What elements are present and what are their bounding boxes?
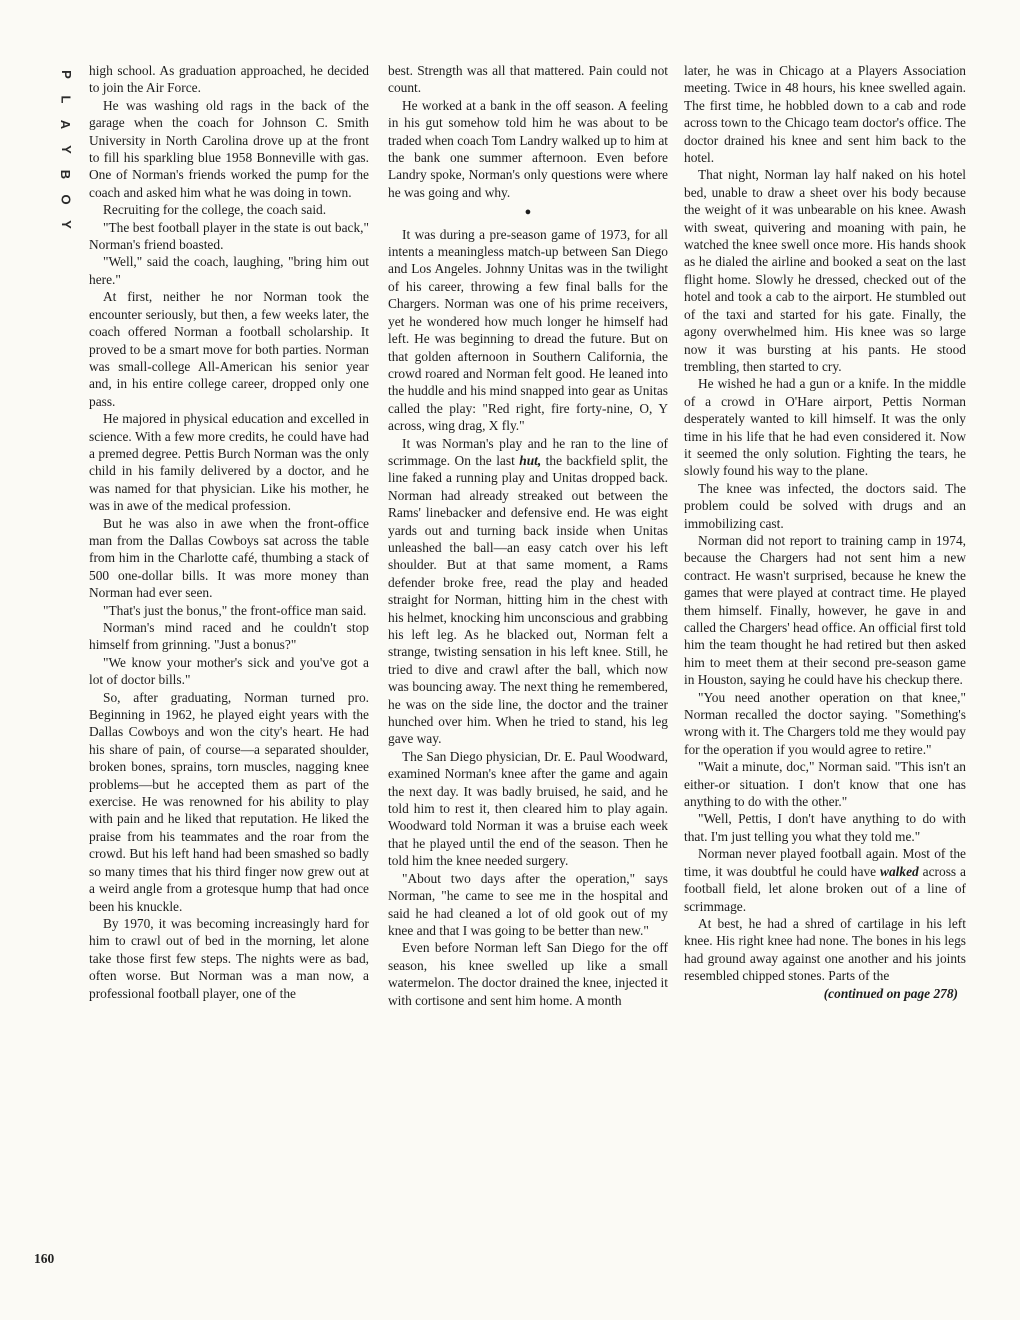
paragraph: That night, Norman lay half naked on his hotel bed, unable to draw a sheet over his body because the weight of it was unbearable on his knee. Awash with sweat, quivering and moaning with pain, he watched the knee swell once more. His hands shook as he dialed the airline and booked a seat on the last flight home. Slowly he dressed, checked out of the hotel and took a cab to the airport. He stumbled out of the taxi and started for his gate. Finally, the agony overwhelmed him. His knee was so large now it was bursting at his pants. He stood trembling, then started to cry. <box>684 167 966 374</box>
paragraph: "Well," said the coach, laughing, "bring him out here." <box>89 254 369 287</box>
paragraph: But he was also in awe when the front-office man from the Dallas Cowboys sat across the table from him in the Charlotte café, thumbing a stack of 500 one-dollar bills. It was more money than Norman had ever seen. <box>89 515 369 601</box>
column-2 <box>388 62 668 1009</box>
paragraph: Recruiting for the college, the coach said. <box>103 202 327 218</box>
paragraph: "Well, Pettis, I don't have anything to do with that. I'm just telling you what they told me." <box>684 811 966 844</box>
paragraph: At best, he had a shred of cartilage in his left knee. His right knee had none. The bones in his legs had ground away against one another and his joints resembled chipped stones. Parts of the <box>684 915 966 984</box>
paragraph-text: It was Norman's play and he ran to the line of scrimmage. On the last <box>388 435 668 468</box>
paragraph <box>388 435 668 748</box>
paragraph: "We know your mother's sick and you've got a lot of doctor bills." <box>89 654 369 688</box>
continued-note: (continued on page 278) <box>823 985 958 1001</box>
paragraph: "The best football player in the state is out back," Norman's friend boasted. <box>89 219 369 253</box>
logo-letter: L <box>58 95 74 104</box>
paragraph: He majored in physical education and excelled in science. With a few more credits, he could have had a premed degree. Pettis Burch Norman was the only child in his family delivered by a doctor, and he was named for that physician. Like his mother, he was in awe of the medical profession. <box>89 411 369 514</box>
paragraph: He worked at a bank in the off season. A feeling in his gut somehow told him he was about to be traded when coach Tom Landry walked up to him at the bank one summer afternoon. Even before Landry spoke, Norman's only questions were where he was going and why. <box>388 97 668 200</box>
paragraph: At first, neither he nor Norman took the encounter seriously, but then, a few weeks later, the coach offered Norman a football scholarship. It proved to be a smart move for both parties. Norman was small-college All-American his senior year and, in his entire college career, dropped only one pass. <box>89 289 369 409</box>
paragraph: It was during a pre-season game of 1973, for all intents a meaningless match-up between San Diego and Los Angeles. Johnny Unitas was in the twilight of his career, throwing a few final balls for the Chargers. Norman was one of his prime receivers, yet he wondered how much longer he himself had left. He was beginning to dread the future. But on that golden afternoon in Southern California, the crowd roared and Norman felt good. He leaned into the huddle and his mind snapped into gear as Unitas called the play: "Red right, fire forty-nine, O, Y across, wing drag, X fly." <box>388 226 668 434</box>
emphasis-hut: hut, <box>519 452 542 468</box>
paragraph: Even before Norman left San Diego for the off season, his knee swelled up like a small watermelon. The doctor drained the knee, injected it with cortisone and sent him home. A month <box>388 940 668 1008</box>
paragraph: high school. As graduation approached, he decided to join the Air Force. <box>89 63 369 96</box>
logo-letter: A <box>58 119 74 130</box>
magazine-logo <box>56 62 76 237</box>
logo-letter: O <box>58 194 74 205</box>
paragraph: He wished he had a gun or a knife. In the middle of a crowd in O'Hare airport, Pettis Norman desperately wanted to kill himself. It was the only time in his life that he had even considered it. Now it seemed the only solution. Fighting the tears, he slowly found his way to the plane. <box>684 376 966 479</box>
paragraph-text: across a football field, let alone broken out of a line of scrimmage. <box>684 863 967 914</box>
logo-letter: Y <box>58 220 74 229</box>
column-1 <box>89 62 369 1002</box>
paragraph: Norman's mind raced and he couldn't stop himself from grinning. "Just a bonus?" <box>89 620 369 653</box>
logo-letter: Y <box>58 145 74 154</box>
section-divider: ● <box>524 206 532 219</box>
logo-letter: B <box>58 169 74 180</box>
paragraph-text: the backfield split, the line faked a running play and Unitas dropped back. Norman had already streaked out between the Rams' linebacker and defensive end. He was eight yards out and turning back inside when Unitas unleashed the ball—an easy catch over his left shoulder. But at that same moment, a Rams defender broke free, read the play and headed straight for Norman, hitting him in the chest with his helmet, knocking him unconscious and grabbing his left leg. As he blacked out, Norman felt a strange, twisting sensation in his left knee. Still, he tried to dive and crawl after the ball, which now was bouncing away. The next thing he remembered, he was on the side line, the doctor and the trainer hunched over him. When he tried to stand, his leg gave way. <box>388 452 668 747</box>
paragraph: "About two days after the operation," says Norman, "he came to see me in the hospital and said he had cleaned a lot of old gook out of my knee and that I was going to be better than new." <box>388 870 668 938</box>
paragraph: "That's just the bonus," the front-office man said. <box>103 602 367 618</box>
paragraph <box>684 845 966 915</box>
paragraph: later, he was in Chicago at a Players Association meeting. Twice in 48 hours, his knee swelled again. The first time, he hobbled down to a cab and rode across town to the Chicago team doctor's office. The doctor drained his knee and sent him back to the hotel. <box>684 63 966 166</box>
paragraph: Norman did not report to training camp in 1974, because the Chargers had not sent him a new contract. He wasn't surprised, because he knew the games that were played at contract time. He played them himself. Finally, however, he gave in and called the Chargers' head office. An official first told him the team thought he had retired but then asked him to meet them at their second pre-season game in Houston, saying he could have his checkup there. <box>684 532 966 688</box>
paragraph: So, after graduating, Norman turned pro. Beginning in 1962, he played eight years with the Dallas Cowboys and won the city's heart. He had his share of pain, of course—a separated shoulder, broken bones, sprains, torn muscles, nagging knee problems—but he accepted them as part of the exercise. He was renowned for his ability to play with pain and he liked that reputation. He liked the praise from his teammates and the roar from the crowd. But his left hand had been smashed so badly so many times that his third finger now grew out at a weird angle from a grotesque hump that had once been his knuckle. <box>89 689 369 914</box>
paragraph: "You need another operation on that knee," Norman recalled the doctor saying. "Something's wrong with it. The Chargers told me they would pay for the operation if you would agree to retire." <box>684 689 966 757</box>
paragraph: He was washing old rags in the back of the garage when the coach for Johnson C. Smith University in North Carolina drove up at the front to fill his sparkling blue 1958 Bonneville with gas. One of Norman's friends worked the pump for the coach and asked him what he was doing in town. <box>89 97 369 200</box>
paragraph: best. Strength was all that mattered. Pain could not count. <box>388 63 668 96</box>
paragraph: The knee was infected, the doctors said. The problem could be solved with drugs and an immobilizing cast. <box>684 480 966 531</box>
page-number: 160 <box>34 1251 55 1266</box>
logo-letter: P <box>58 70 74 79</box>
column-3 <box>684 62 966 1002</box>
paragraph-text: Norman never played football again. Most of the time, it was doubtful he could have <box>684 846 966 879</box>
paragraph: "Wait a minute, doc," Norman said. "This isn't an either-or situation. I don't know that one has anything to do with the other." <box>684 759 966 810</box>
paragraph: By 1970, it was becoming increasingly hard for him to crawl out of bed in the morning, let alone take those first few steps. The nights were as bad, often worse. But Norman was a man now, a professional football player, one of the <box>89 915 369 1001</box>
emphasis-walked: walked <box>880 863 919 879</box>
paragraph: The San Diego physician, Dr. E. Paul Woodward, examined Norman's knee after the game and again the next day. It was badly bruised, he said, and he told him to rest it, then cleared him to play again. Woodward told Norman it was a bruise each week that he played until the end of the season. Then he told him the knee needed surgery. <box>388 748 668 869</box>
